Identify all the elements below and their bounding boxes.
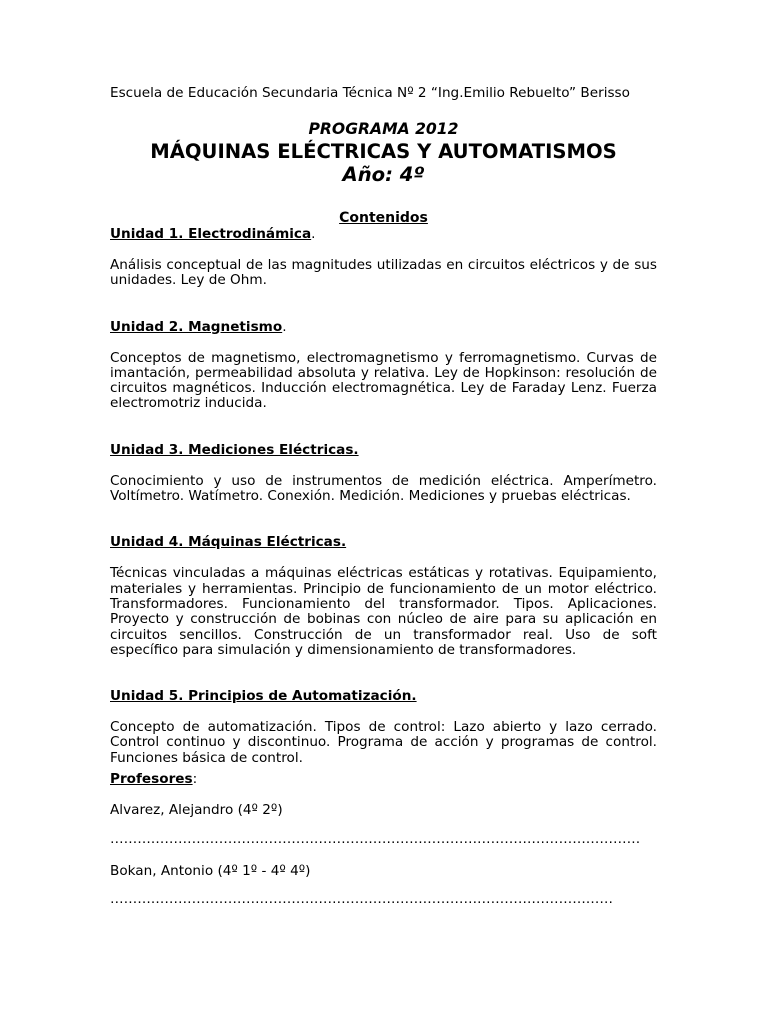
- unit-5-heading: [110, 689, 657, 704]
- unit-4-title: Unidad 4. Máquinas Eléctricas.: [110, 534, 347, 551]
- unit-1-text: Análisis conceptual de las magnitudes utilizadas en circuitos eléctricos y de sus unidades. Ley de Ohm.: [110, 257, 657, 289]
- professor-1-signature-line: ………………………………………………………………………………………………………: [110, 832, 641, 848]
- unit-4-heading: [110, 535, 657, 550]
- unit-5-text: Concepto de automatización. Tipos de control: Lazo abierto y lazo cerrado. Control continuo y discontinuo. Programa de acción y programas de control. Funciones básica de control.: [110, 719, 657, 766]
- professors-title: Profesores: [110, 771, 193, 788]
- spacer: [110, 658, 657, 689]
- school-name: Escuela de Educación Secundaria Técnica Nº 2 “Ing.Emilio Rebuelto” Berisso: [110, 85, 630, 101]
- subject-title: MÁQUINAS ELÉCTRICAS Y AUTOMATISMOS: [150, 140, 617, 163]
- professor-1-name: Alvarez, Alejandro (4º 2º): [110, 802, 283, 819]
- spacer: [110, 412, 657, 443]
- unit-1-heading: [110, 227, 657, 242]
- professors-suffix: :: [192, 771, 198, 788]
- unit-1-suffix: .: [311, 226, 316, 242]
- spacer: [110, 504, 657, 535]
- spacer: [110, 289, 657, 320]
- unit-4-text: Técnicas vinculadas a máquinas eléctricas estáticas y rotativas. Equipamiento, materiales y herramientas. Principio de funcionamiento de un motor eléctrico. Transformadores. Funcionamiento del transformador. Tipos. Aplicaciones. Proyecto y construcción de bobinas con núcleo de aire para su aplicación en circuitos sencillos. Construcción de un transformador real. Uso de soft específico para simulación y dimensionamiento de transformadores.: [110, 565, 657, 658]
- unit-2-text: Conceptos de magnetismo, electromagnetismo y ferromagnetismo. Curvas de imantación, permeabilidad absoluta y relativa. Ley de Hopkinson: resolución de circuitos magnéticos. Inducción electromagnética. Ley de Faraday Lenz. Fuerza electromotriz inducida.: [110, 349, 657, 412]
- unit-3-title: Unidad 3. Mediciones Eléctricas.: [110, 441, 359, 458]
- unit-3-text: Conocimiento y uso de instrumentos de medición eléctrica. Amperímetro. Voltímetro. Watímetro. Conexión. Medición. Mediciones y pruebas eléctricas.: [110, 472, 657, 505]
- unit-2-title: Unidad 2. Magnetismo: [110, 318, 283, 335]
- year-title: Año: 4º: [342, 163, 425, 186]
- contents-heading: Contenidos: [339, 210, 428, 226]
- professor-2-signature-line: …………………………………………………………………………………………………: [110, 892, 613, 908]
- unit-2-suffix: .: [282, 318, 287, 335]
- professor-2-name: Bokan, Antonio (4º 1º - 4º 4º): [110, 862, 311, 879]
- document-page: [110, 86, 657, 908]
- program-title: PROGRAMA 2012: [308, 120, 459, 138]
- unit-5-title: Unidad 5. Principios de Automatización.: [110, 688, 417, 705]
- unit-3-heading: [110, 443, 657, 458]
- professors-heading: [110, 772, 657, 787]
- unit-1-title: Unidad 1. Electrodinámica: [110, 226, 312, 242]
- unit-2-heading: [110, 320, 657, 335]
